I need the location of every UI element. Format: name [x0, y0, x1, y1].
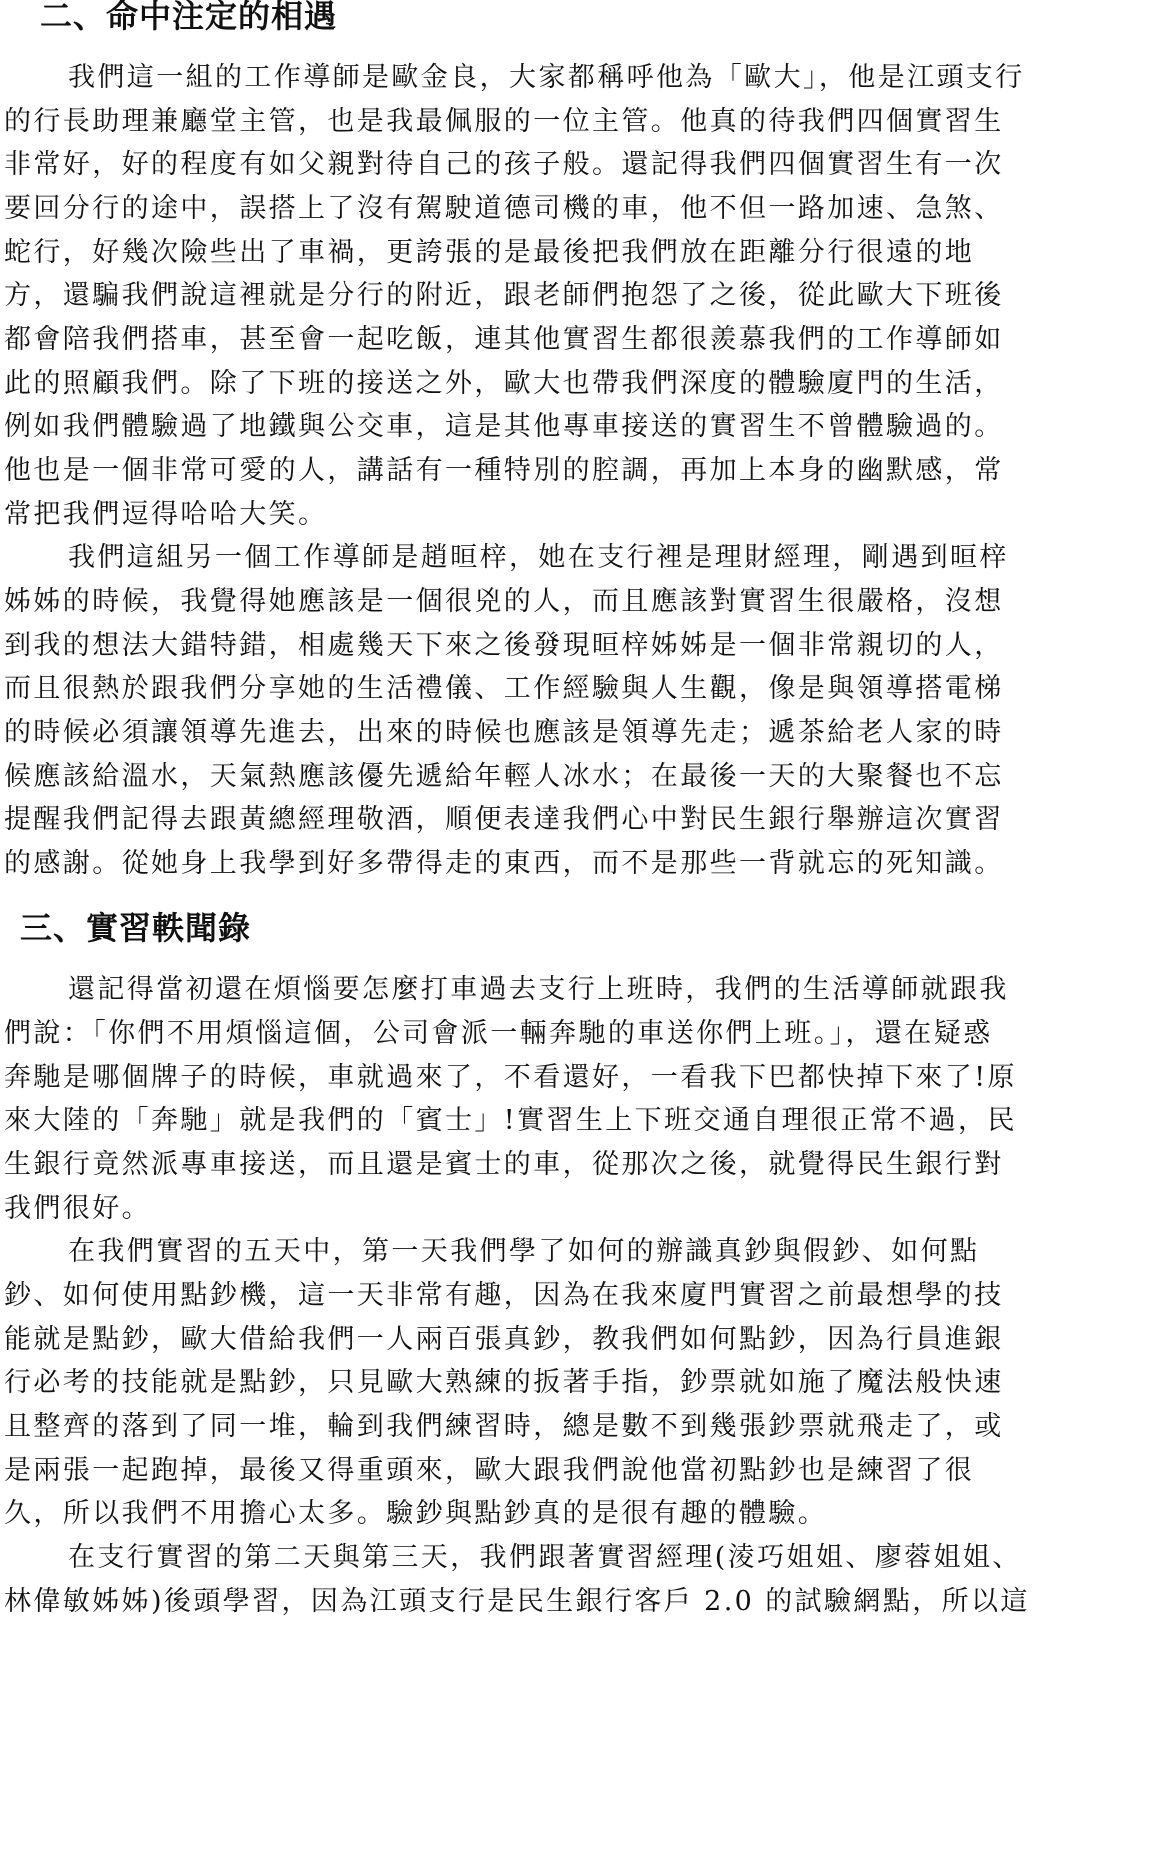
text-line: 們說：「你們不用煩惱這個，公司會派一輛奔馳的車送你們上班。」，還在疑惑 [4, 1018, 993, 1049]
text-line: 還記得當初還在煩惱要怎麼打車過去支行上班時，我們的生活導師就跟我 [68, 974, 1009, 1005]
text-line: 是兩張一起跑掉，最後又得重頭來，歐大跟我們說他當初點鈔也是練習了很 [4, 1455, 975, 1486]
text-line: 方，還騙我們說這裡就是分行的附近，跟老師們抱怨了之後，從此歐大下班後 [4, 280, 1004, 311]
text-line: 生銀行竟然派專車接送，而且還是賓士的車，從那次之後，就覺得民生銀行對 [4, 1149, 1004, 1180]
text-line: 在我們實習的五天中，第一天我們學了如何的辦識真鈔與假鈔、如何點 [68, 1236, 980, 1267]
text-line: 鈔、如何使用點鈔機，這一天非常有趣，因為在我來廈門實習之前最想學的技 [4, 1280, 1004, 1311]
text-line: 的時候必須讓領導先進去，出來的時候也應該是領導先走；遞茶給老人家的時 [4, 717, 1004, 748]
text-line: 林偉敏姊姊)後頭學習，因為江頭支行是民生銀行客戶 2.0 的試驗網點，所以這 [4, 1586, 1030, 1617]
text-line: 他也是一個非常可愛的人，講話有一種特別的腔調，再加上本身的幽默感，常 [4, 455, 1004, 486]
text-line: 蛇行，好幾次險些出了車禍，更誇張的是最後把我們放在距離分行很遠的地 [4, 237, 975, 268]
text-line: 常把我們逗得哈哈大笑。 [4, 499, 328, 530]
section-3-heading: 三、實習軼聞錄 [20, 909, 252, 947]
text-line: 例如我們體驗過了地鐵與公交車，這是其他專車接送的實習生不曾體驗過的。 [4, 411, 1004, 442]
text-line: 我們這組另一個工作導師是趙晅梓，她在支行裡是理財經理，剛遇到晅梓 [68, 542, 1009, 573]
text-line: 在支行實習的第二天與第三天，我們跟著實習經理(淩巧姐姐、廖蓉姐姐、 [68, 1542, 1022, 1573]
text-line: 候應該給溫水，天氣熱應該優先遞給年輕人冰水；在最後一天的大聚餐也不忘 [4, 761, 1004, 792]
text-line: 非常好，好的程度有如父親對待自己的孩子般。還記得我們四個實習生有一次 [4, 149, 1004, 180]
text-line: 且整齊的落到了同一堆，輪到我們練習時，總是數不到幾張鈔票就飛走了，或 [4, 1411, 1004, 1442]
text-line: 要回分行的途中，誤搭上了沒有駕駛道德司機的車，他不但一路加速、急煞、 [4, 193, 1004, 224]
text-line: 到我的想法大錯特錯，相處幾天下來之後發現晅梓姊姊是一個非常親切的人， [4, 630, 1004, 661]
text-line: 來大陸的「奔馳」就是我們的「賓士」!實習生上下班交通自理很正常不過，民 [4, 1105, 1017, 1136]
text-line: 的行長助理兼廳堂主管，也是我最佩服的一位主管。他真的待我們四個實習生 [4, 106, 1004, 137]
text-line: 奔馳是哪個牌子的時候，車就過來了，不看還好，一看我下巴都快掉下來了!原 [4, 1062, 1017, 1093]
text-line: 我們這一組的工作導師是歐金良，大家都稱呼他為「歐大」，他是江頭支行 [68, 62, 1025, 93]
text-line: 此的照顧我們。除了下班的接送之外，歐大也帶我們深度的體驗廈門的生活， [4, 368, 1004, 399]
text-line: 都會陪我們搭車，甚至會一起吃飯，連其他實習生都很羨慕我們的工作導師如 [4, 324, 1004, 355]
section-2-heading: 二、命中注定的相遇 [40, 0, 338, 35]
text-line: 我們很好。 [4, 1193, 151, 1224]
text-line: 的感謝。從她身上我學到好多帶得走的東西，而不是那些一背就忘的死知識。 [4, 848, 1004, 879]
text-line: 提醒我們記得去跟黃總經理敬酒，順便表達我們心中對民生銀行舉辦這次實習 [4, 804, 1004, 835]
text-line: 久，所以我們不用擔心太多。驗鈔與點鈔真的是很有趣的體驗。 [4, 1498, 828, 1529]
text-line: 能就是點鈔，歐大借給我們一人兩百張真鈔，教我們如何點鈔，因為行員進銀 [4, 1324, 1004, 1355]
text-line: 姊姊的時候，我覺得她應該是一個很兇的人，而且應該對實習生很嚴格，沒想 [4, 586, 1004, 617]
text-line: 行必考的技能就是點鈔，只見歐大熟練的扳著手指，鈔票就如施了魔法般快速 [4, 1367, 1004, 1398]
text-line: 而且很熱於跟我們分享她的生活禮儀、工作經驗與人生觀，像是與領導搭電梯 [4, 673, 1004, 704]
